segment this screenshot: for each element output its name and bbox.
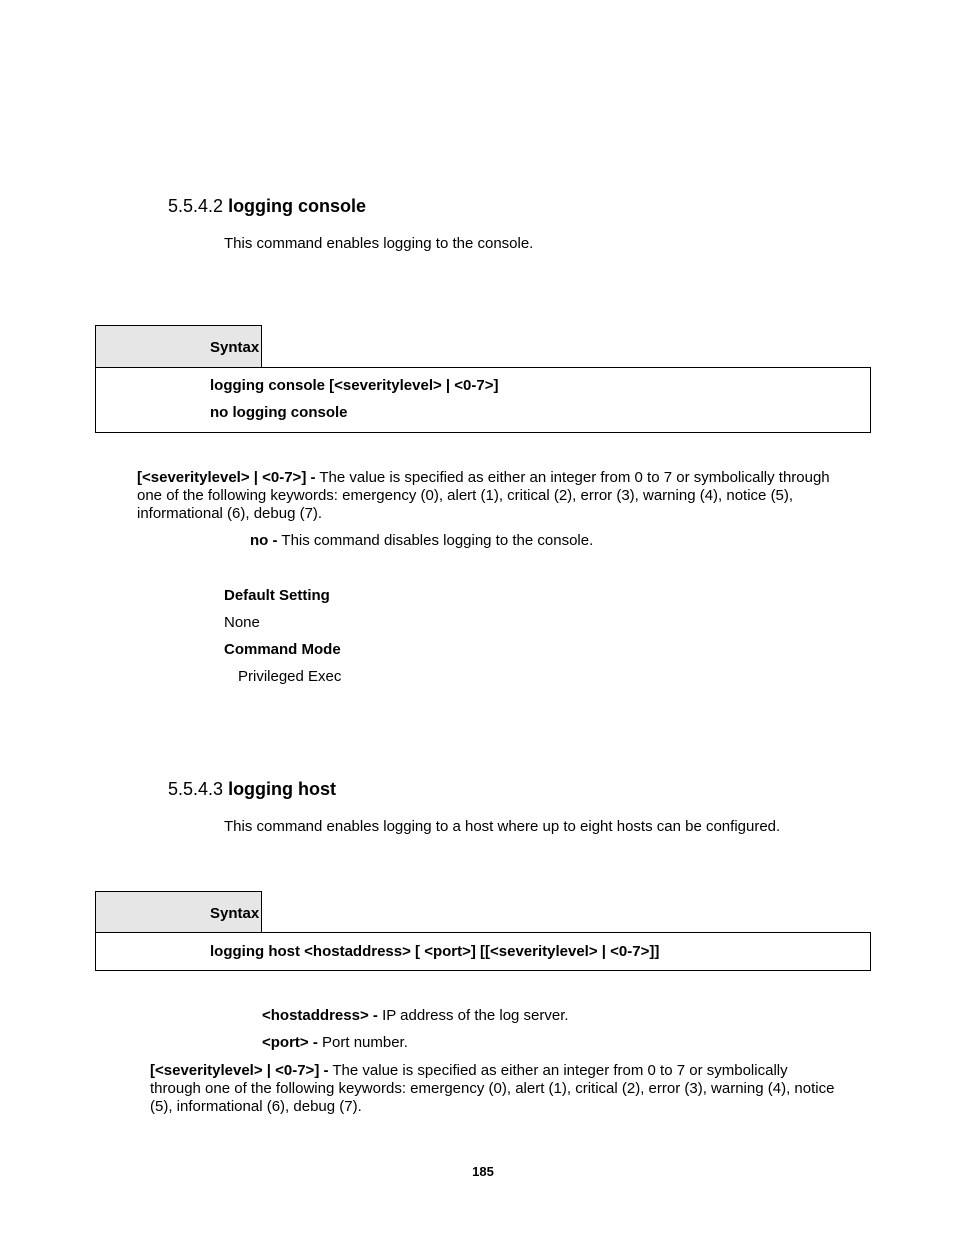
command-mode-label: Command Mode	[224, 641, 341, 658]
parameter-description	[137, 469, 867, 523]
param-desc: IP address of the log server.	[382, 1007, 569, 1024]
syntax-header	[95, 891, 262, 933]
default-setting-value: None	[224, 614, 260, 631]
syntax-label: Syntax	[210, 905, 260, 922]
syntax-header	[95, 325, 262, 367]
hostaddress-description	[262, 1007, 569, 1025]
syntax-label: Syntax	[210, 339, 260, 356]
default-setting-label: Default Setting	[224, 587, 330, 604]
section-heading-logging-host	[168, 779, 336, 800]
page-number: 185	[472, 1164, 494, 1179]
param-term: [<severitylevel> | <0-7>] -	[150, 1062, 329, 1079]
parameter-description	[150, 1062, 870, 1116]
syntax-line: logging console [<severitylevel> | <0-7>]	[210, 377, 499, 394]
no-desc: This command disables logging to the console.	[281, 532, 594, 549]
section-title: logging host	[228, 779, 337, 799]
param-desc: informational (6), debug (7).	[137, 505, 323, 522]
syntax-line: logging host <hostaddress> [ <port>] [[<severitylevel> | <0-7>]]	[210, 943, 660, 960]
port-description	[262, 1034, 408, 1052]
syntax-line: no logging console	[210, 404, 348, 421]
command-mode-value: Privileged Exec	[238, 668, 342, 685]
section-number: 5.5.4.2	[168, 196, 224, 216]
param-desc: Port number.	[322, 1034, 408, 1051]
syntax-box	[95, 367, 871, 433]
no-form-description	[250, 532, 593, 550]
section-description: This command enables logging to the console.	[224, 235, 534, 252]
param-term: <hostaddress> -	[262, 1007, 378, 1024]
param-desc: one of the following keywords: emergency (0), alert (1), critical (2), error (3), warning (4), notice (5),	[137, 487, 794, 504]
param-term: [<severitylevel> | <0-7>] -	[137, 469, 316, 486]
param-term: <port> -	[262, 1034, 318, 1051]
param-desc: (5), informational (6), debug (7).	[150, 1098, 362, 1115]
section-title: logging console	[228, 196, 367, 216]
param-desc: The value is specified as either an integer from 0 to 7 or symbolically through	[319, 469, 830, 486]
section-heading-logging-console	[168, 196, 366, 217]
syntax-box	[95, 932, 871, 971]
param-desc: through one of the following keywords: emergency (0), alert (1), critical (2), error (3), warning (4), notice	[150, 1080, 835, 1097]
section-number: 5.5.4.3	[168, 779, 224, 799]
no-term: no -	[250, 532, 278, 549]
param-desc: The value is specified as either an integer from 0 to 7 or symbolically	[332, 1062, 788, 1079]
section-description: This command enables logging to a host where up to eight hosts can be configured.	[224, 818, 781, 835]
